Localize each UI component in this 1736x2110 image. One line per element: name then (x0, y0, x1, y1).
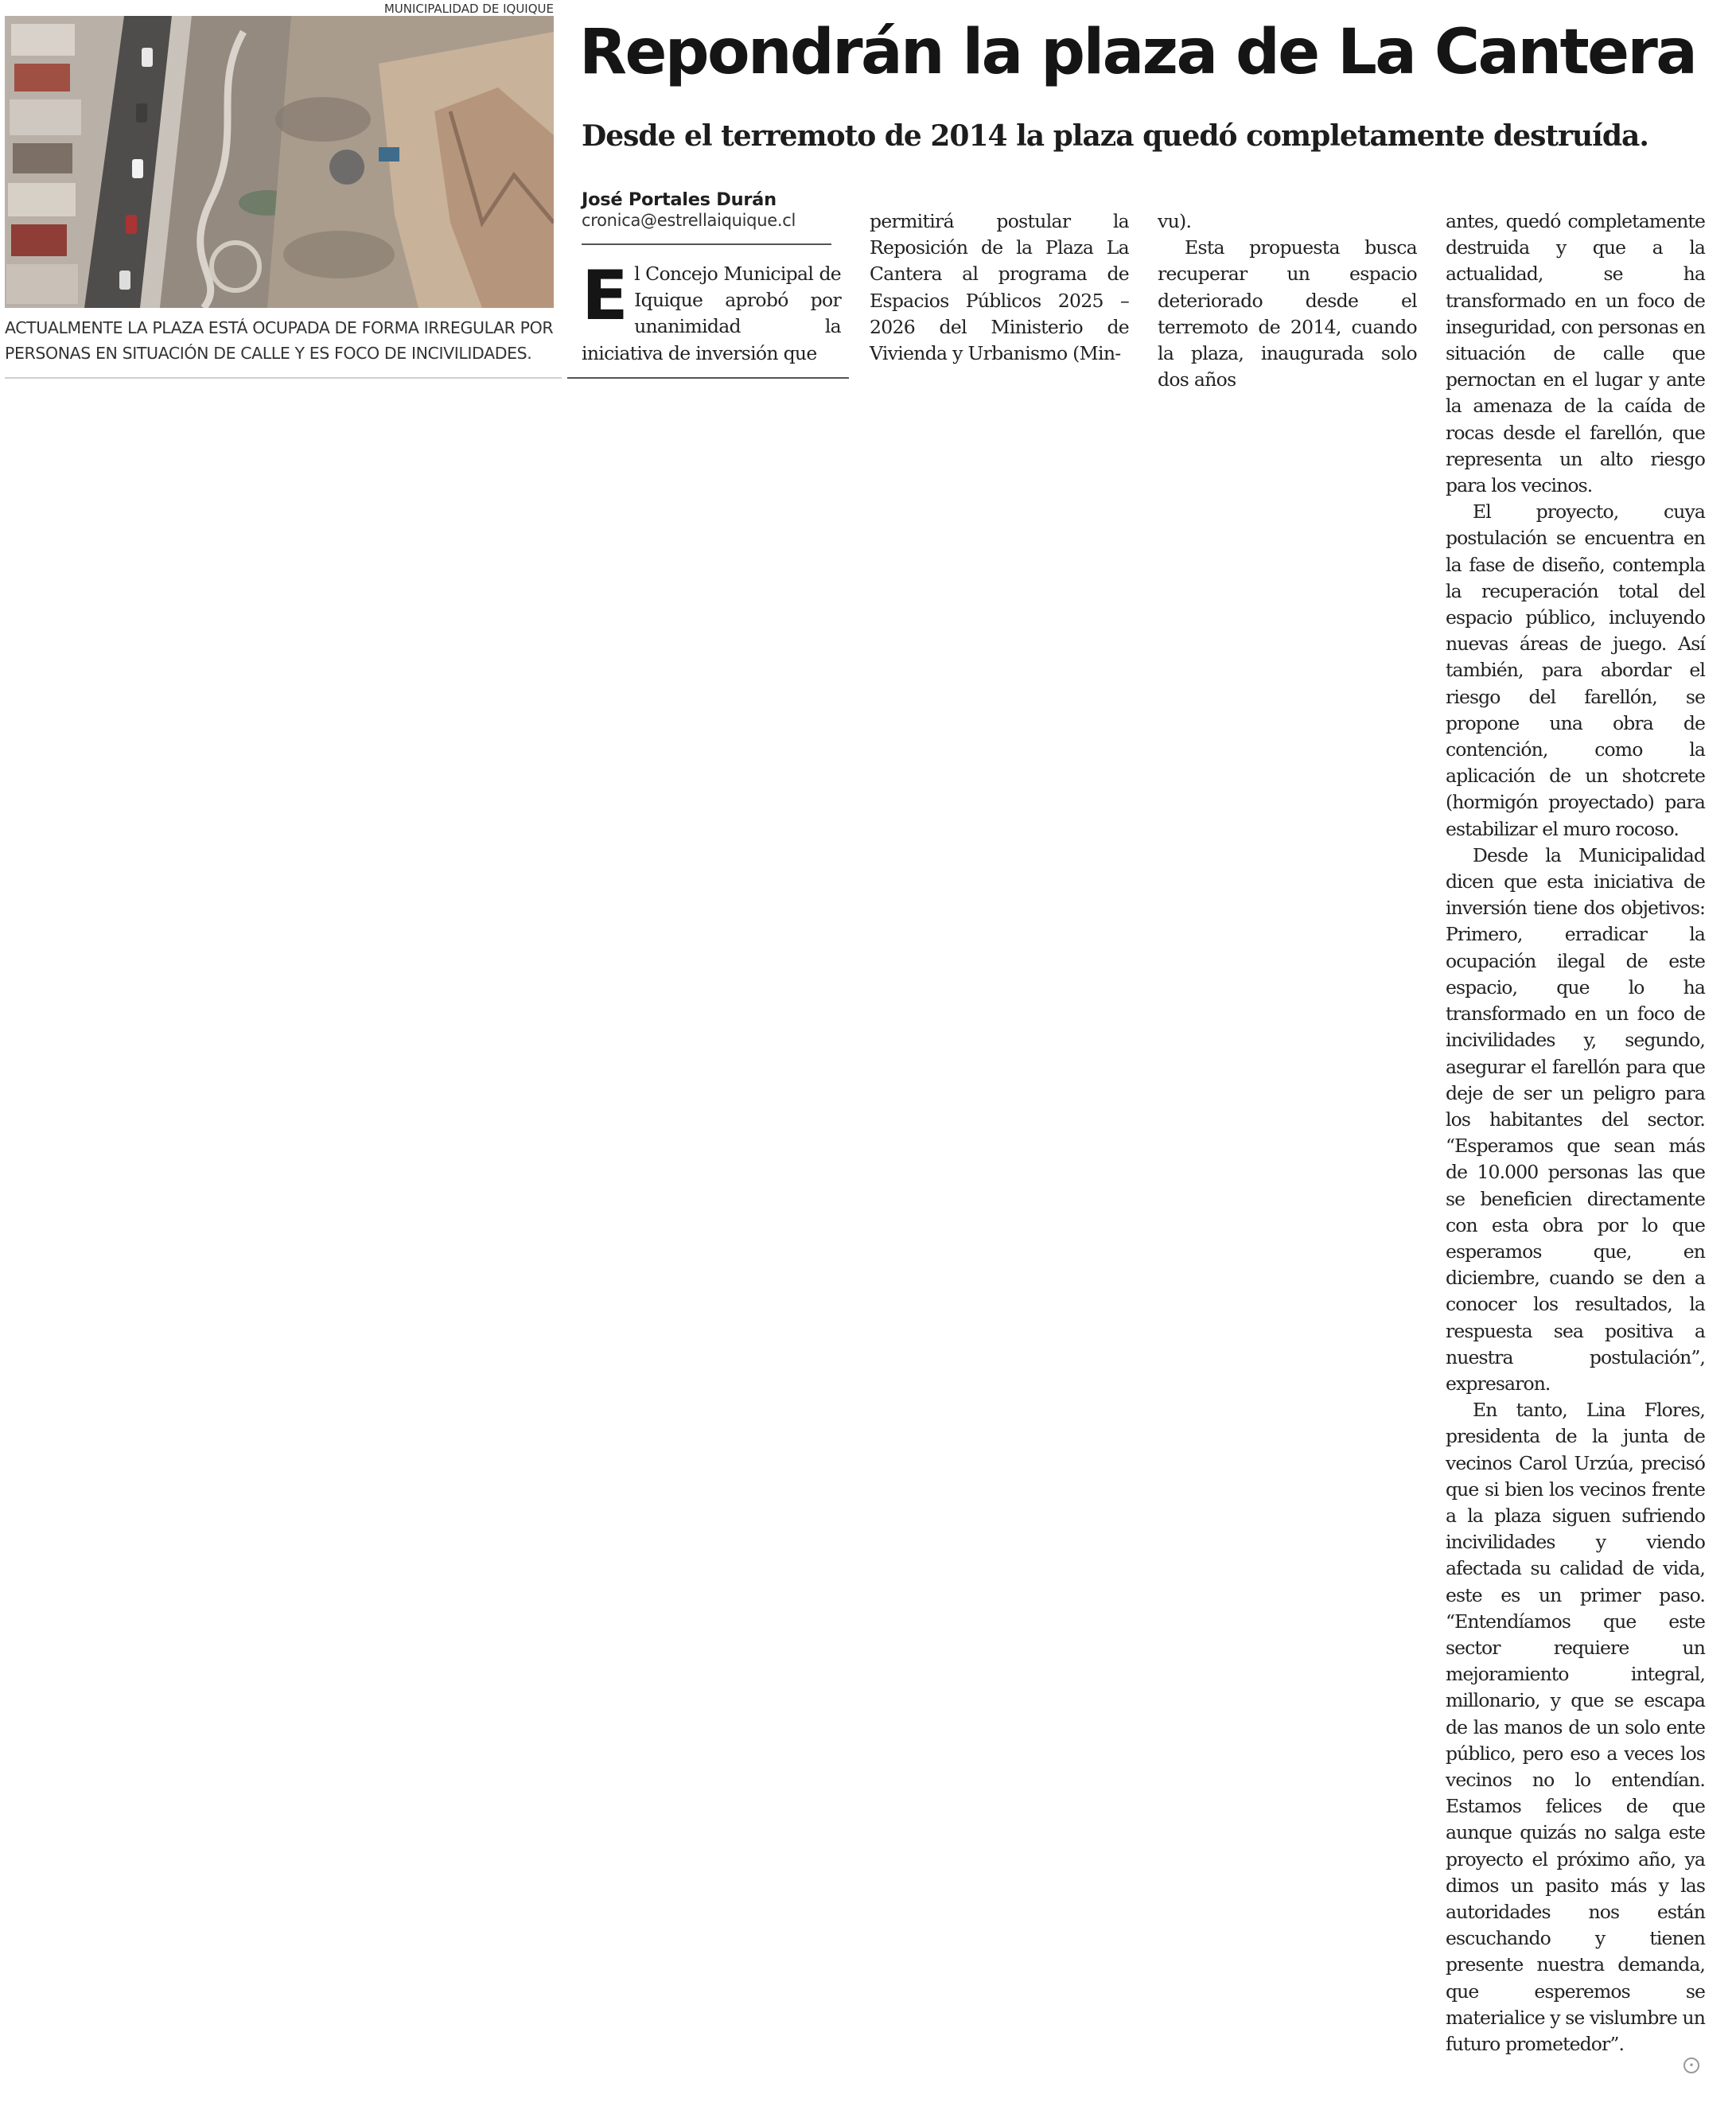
paragraph-text: l Concejo Municipal de Iquique aprobó por unanimidad la iniciativa de inversión que (582, 263, 841, 364)
article-column-1 (582, 256, 841, 367)
article-column-3 (1158, 208, 1417, 393)
subheadline: Desde el terremoto de 2014 la plaza quedó completamente destruída. (582, 119, 1648, 153)
headline: Repondrán la plaza de La Cantera (579, 17, 1696, 88)
byline-email[interactable]: cronica@estrellaiquique.cl (582, 211, 796, 230)
paragraph: antes, quedó completamente destruida y que a la actualidad, se ha transformado en un foco de inseguridad, con personas en situación de calle que pernoctan en el lugar y ante la amenaza de la caída de rocas desde el farellón, que representa un alto riesgo para los vecinos. (1446, 210, 1705, 497)
paragraph: El proyecto, cuya postulación se encuentra en la fase de diseño, contempla la recuperación total del espacio público, incluyendo nuevas áreas de juego. Así también, para abordar el riesgo del farellón, se propone una obra de contención, como la aplicación de un shotcrete (hormigón proyectado) para estabilizar el muro rocoso. (1446, 500, 1705, 840)
article-column-2 (870, 208, 1129, 367)
paragraph: Desde la Municipalidad dicen que esta iniciativa de inversión tiene dos objetivos: Primero, erradicar la ocupación ilegal de este espacio, que lo ha transformado en un foco de incivilidades y, segundo, asegurar el farellón para que deje de ser un peligro para los habitantes del sector. “Esperamos que sean más de 10.000 personas las que se beneficien directamente con esta obra por lo que esperamos que, en diciembre, cuando se den a conocer los resultados, la respuesta sea positiva a nuestra postulación”, expresaron. (1446, 843, 1705, 1395)
aerial-photo-illustration (5, 16, 554, 308)
paragraph: En tanto, Lina Flores, presidenta de la junta de vecinos Carol Urzúa, precisó que si bien los vecinos frente a la plaza siguen sufriendo incivilidades y viendo afectada su calidad de vida, este es un primer paso. “Entendíamos que este sector requiere un mejoramiento integral, millonario, y que se escapa de las manos de un solo ente público, pero eso a veces los vecinos no lo entendían. Estamos felices de que aunque quizás no salga este proyecto el próximo año, ya dimos un pasito más y las autoridades nos están escuchando y tienen presente nuestra demanda, que esperemos se materialice y se vislumbre un futuro prometedor”. (1446, 1399, 1705, 2056)
photo-credit: MUNICIPALIDAD DE IQUIQUE (383, 2, 554, 16)
paragraph: vu). (1158, 210, 1192, 232)
end-of-article-icon: • (1683, 2057, 1699, 2073)
paragraph (582, 256, 841, 367)
column-divider (567, 377, 849, 379)
article-photo (5, 16, 554, 308)
byline-author: José Portales Durán (582, 189, 777, 210)
article-column-4 (1446, 208, 1705, 2057)
photo-caption: ACTUALMENTE LA PLAZA ESTÁ OCUPADA DE FORMA IRREGULAR POR PERSONAS EN SITUACIÓN DE CALLE Y ES FOCO DE INCIVILIDADES. (5, 318, 554, 363)
drop-cap: E (582, 256, 629, 336)
paragraph: Esta propuesta busca recuperar un espacio deteriorado desde el terremoto de 2014, cuando la plaza, inaugurada solo dos años (1158, 236, 1417, 391)
paragraph: permitirá postular la Reposición de la Plaza La Cantera al programa de Espacios Públicos 2025 – 2026 del Ministerio de Vivienda y Urbanismo (Min- (870, 210, 1129, 365)
byline-divider (582, 243, 831, 245)
caption-divider (5, 377, 562, 379)
